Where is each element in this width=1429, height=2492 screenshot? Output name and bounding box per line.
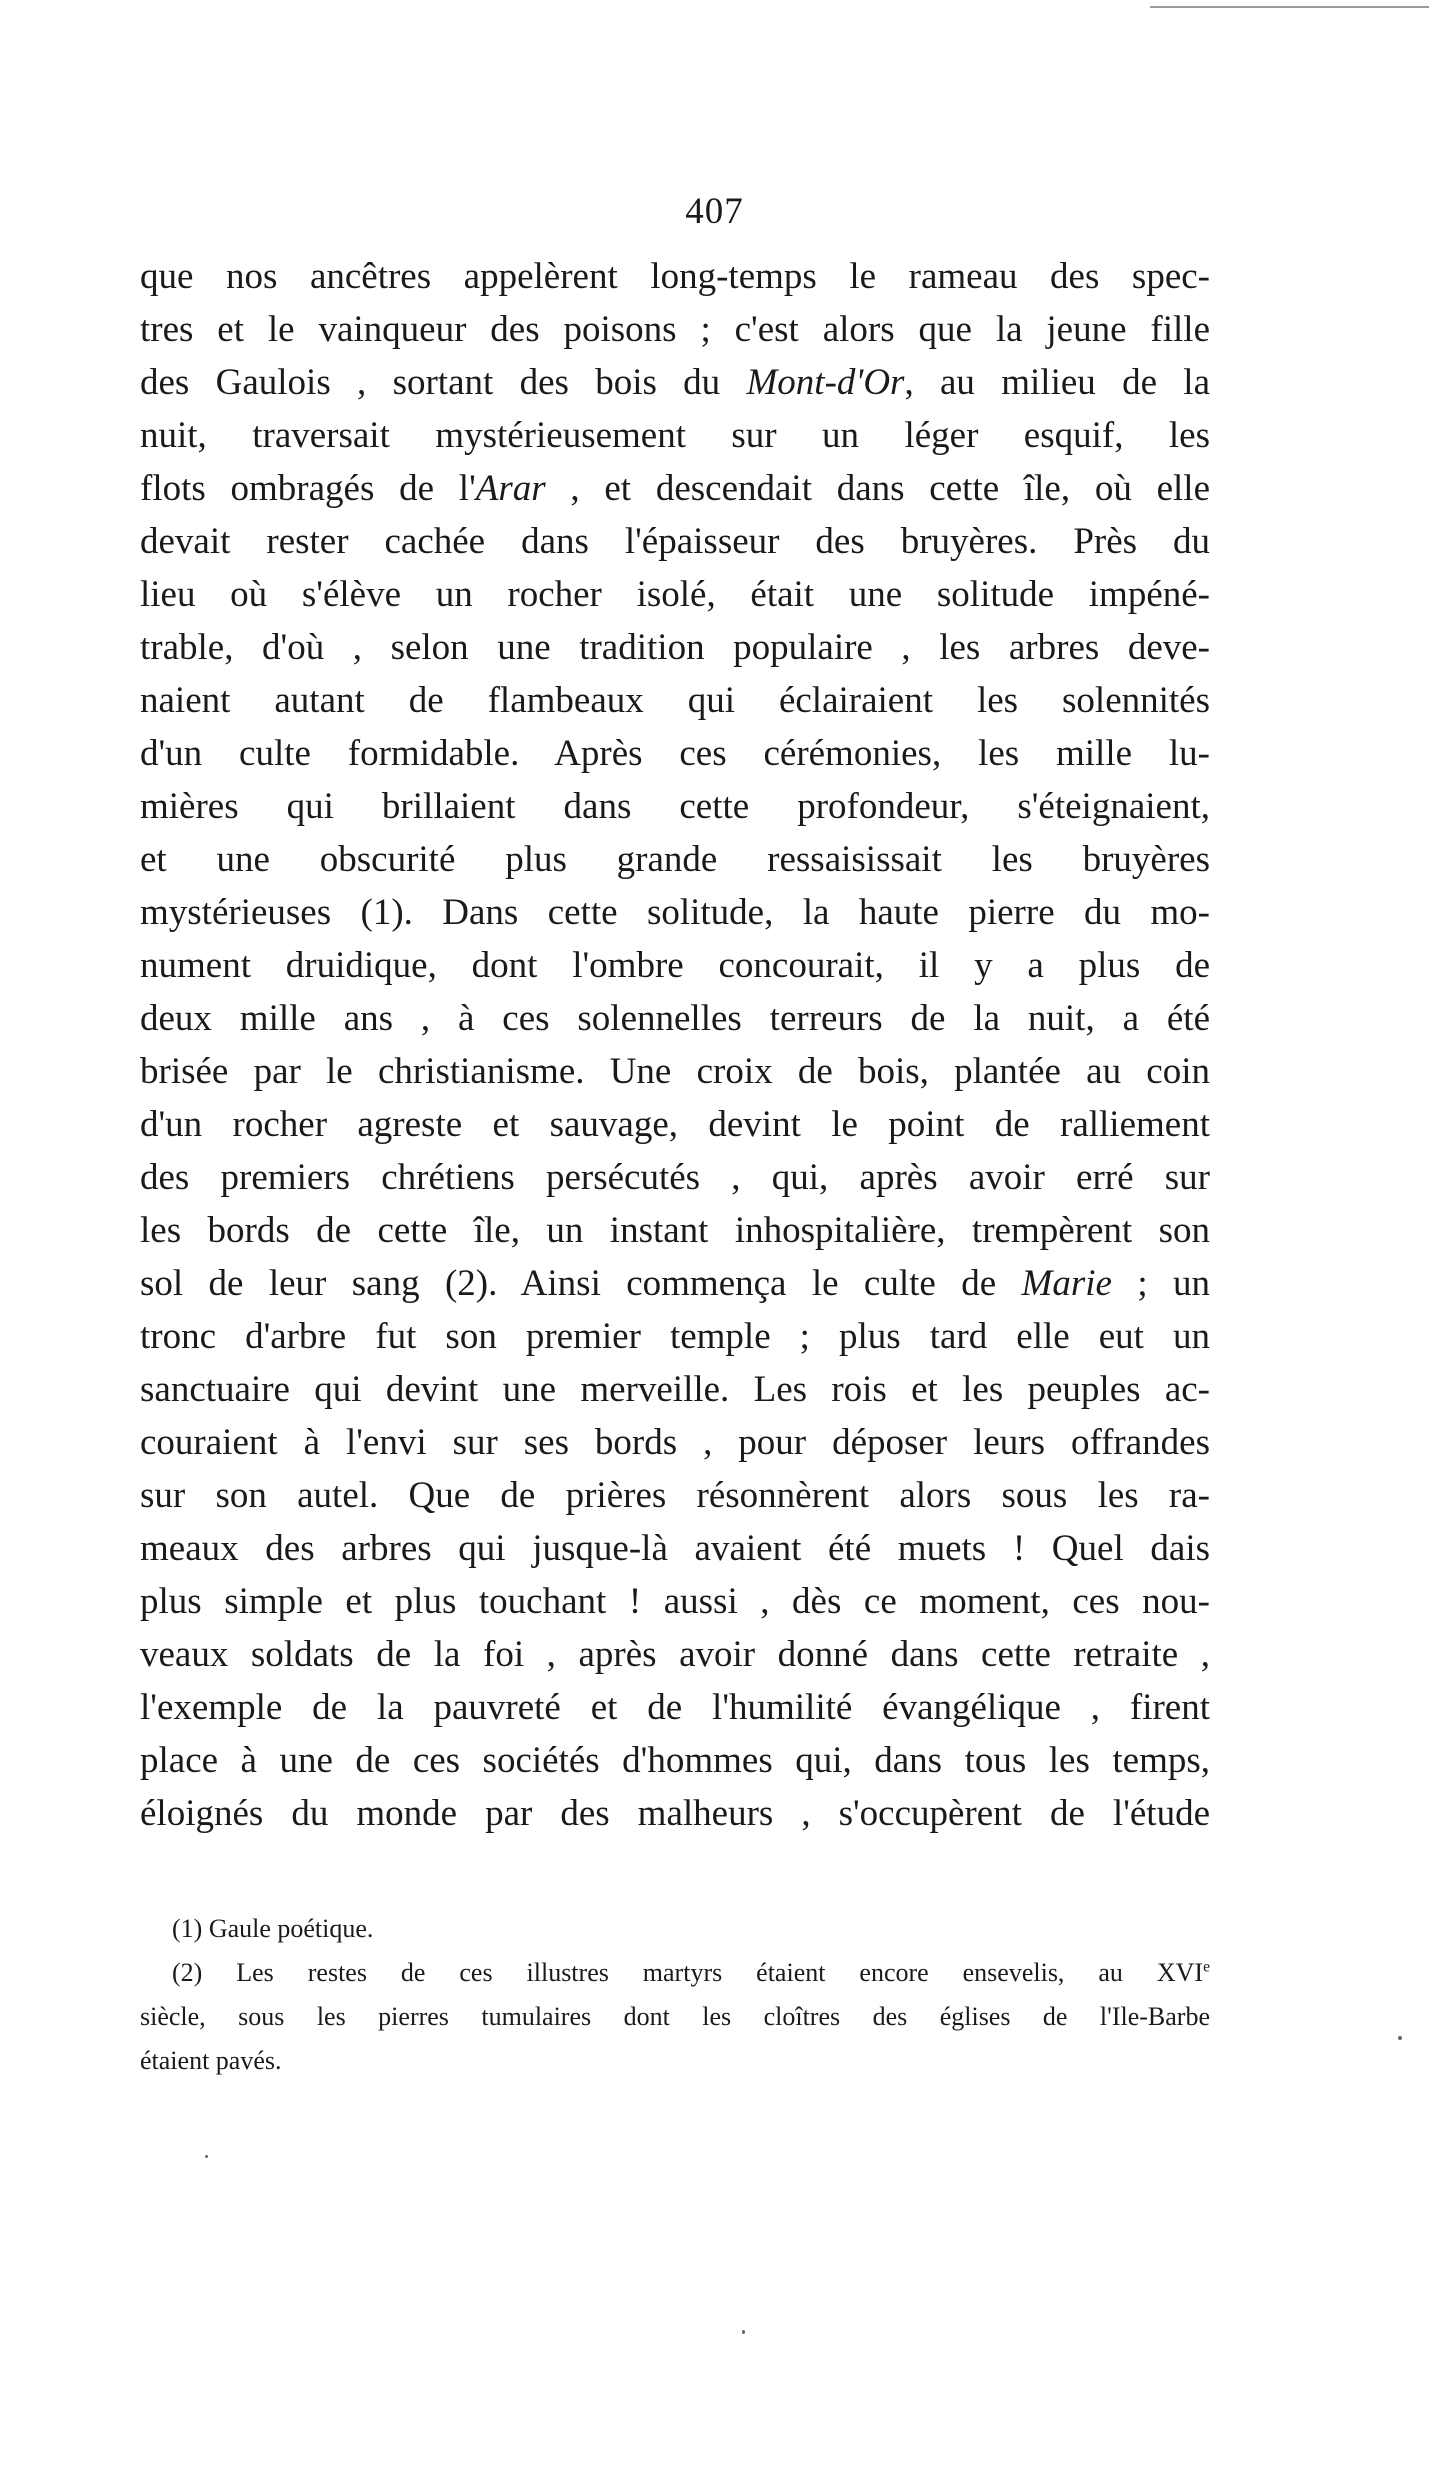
text-line: flots ombragés de l'Arar , et descendait dans cette île, où elle: [140, 468, 1210, 509]
text-line: que nos ancêtres appelèrent long-temps le rameau des spec-: [140, 256, 1210, 297]
scan-speck: [1398, 2036, 1402, 2040]
text-line: les bords de cette île, un instant inhospitalière, trempèrent son: [140, 1210, 1210, 1251]
top-edge-rule: [1150, 6, 1429, 8]
text-line: d'un rocher agreste et sauvage, devint le point de ralliement: [140, 1104, 1210, 1145]
text-line: éloignés du monde par des malheurs , s'occupèrent de l'étude: [140, 1793, 1210, 1834]
text-line: plus simple et plus touchant ! aussi , dès ce moment, ces nou-: [140, 1581, 1210, 1622]
text-line: mières qui brillaient dans cette profondeur, s'éteignaient,: [140, 786, 1210, 827]
text-line: l'exemple de la pauvreté et de l'humilité évangélique , firent: [140, 1687, 1210, 1728]
text-line: tres et le vainqueur des poisons ; c'est alors que la jeune fille: [140, 309, 1210, 350]
italic-word: Arar: [475, 468, 546, 509]
text-line: et une obscurité plus grande ressaisissait les bruyères: [140, 839, 1210, 880]
text-line: couraient à l'envi sur ses bords , pour déposer leurs offrandes: [140, 1422, 1210, 1463]
text-line: brisée par le christianisme. Une croix de bois, plantée au coin: [140, 1051, 1210, 1092]
footnotes: [140, 1907, 1210, 2083]
footnote-2-line-2: siècle, sous les pierres tumulaires dont les cloîtres des églises de l'Ile-Barbe: [140, 2002, 1210, 2031]
text-line: d'un culte formidable. Après ces cérémonies, les mille lu-: [140, 733, 1210, 774]
text-line: sanctuaire qui devint une merveille. Les rois et les peuples ac-: [140, 1369, 1210, 1410]
text-line: place à une de ces sociétés d'hommes qui, dans tous les temps,: [140, 1740, 1210, 1781]
footnote-2-text: (2) Les restes de ces illustres martyrs étaient encore ensevelis, au XVI: [172, 1958, 1204, 1987]
footnote-1: (1) Gaule poétique.: [172, 1914, 374, 1943]
text-line: veaux soldats de la foi , après avoir donné dans cette retraite ,: [140, 1634, 1210, 1675]
scan-speck: [742, 2330, 745, 2334]
scan-speck: [205, 2155, 208, 2158]
text-line: nument druidique, dont l'ombre concourait, il y a plus de: [140, 945, 1210, 986]
text-line: meaux des arbres qui jusque-là avaient été muets ! Quel dais: [140, 1528, 1210, 1569]
footnote-2-superscript: e: [1203, 1958, 1210, 1976]
text-line: devait rester cachée dans l'épaisseur des bruyères. Près du: [140, 521, 1210, 562]
page-number: 407: [685, 191, 744, 232]
text-line: sol de leur sang (2). Ainsi commença le culte de Marie ; un: [140, 1263, 1211, 1304]
text-line: nuit, traversait mystérieusement sur un léger esquif, les: [140, 415, 1210, 456]
text-line: deux mille ans , à ces solennelles terreurs de la nuit, a été: [140, 998, 1210, 1039]
italic-word: Mont-d'Or: [746, 362, 905, 403]
text-line: des premiers chrétiens persécutés , qui, après avoir erré sur: [140, 1157, 1210, 1198]
text-line: mystérieuses (1). Dans cette solitude, la haute pierre du mo-: [140, 892, 1210, 933]
text-line: lieu où s'élève un rocher isolé, était une solitude impéné-: [140, 574, 1210, 615]
text-line: des Gaulois , sortant des bois du Mont-d'Or, au milieu de la: [140, 362, 1210, 403]
footnote-2-line-1: [140, 1951, 1210, 1995]
text-line: naient autant de flambeaux qui éclairaient les solennités: [140, 680, 1210, 721]
body-text: [140, 250, 1210, 1840]
text-line: trable, d'où , selon une tradition populaire , les arbres deve-: [140, 627, 1210, 668]
footnote-2-line-3: étaient pavés.: [140, 2046, 282, 2075]
italic-word: Marie: [1021, 1263, 1112, 1304]
text-line: tronc d'arbre fut son premier temple ; plus tard elle eut un: [140, 1316, 1210, 1357]
text-line: sur son autel. Que de prières résonnèrent alors sous les ra-: [140, 1475, 1210, 1516]
